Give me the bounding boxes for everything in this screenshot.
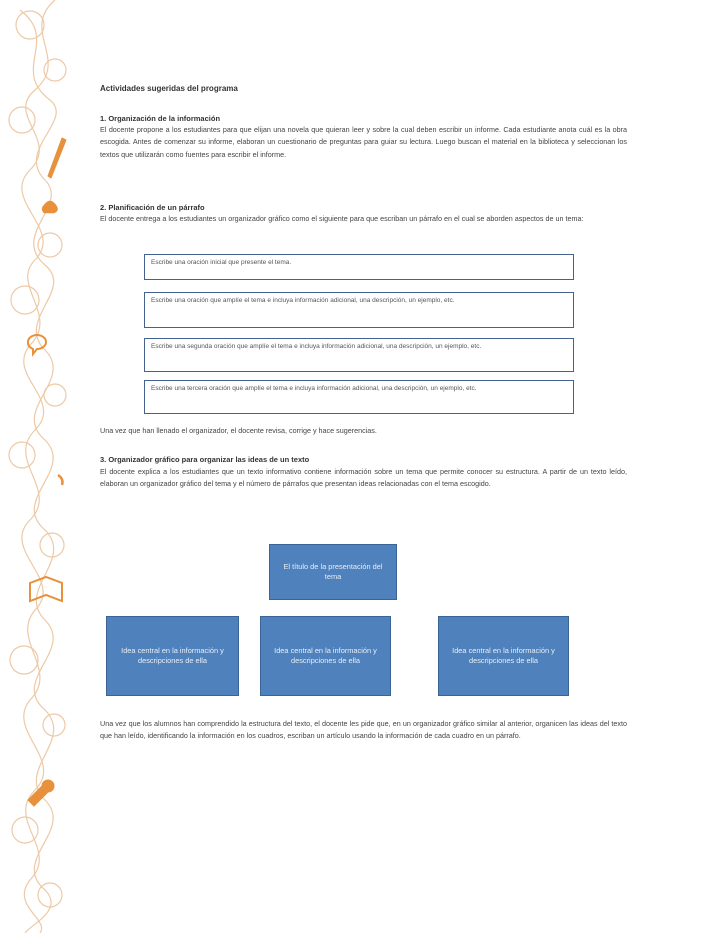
- decorative-border: [0, 0, 80, 933]
- organizer-box-4: Escribe una tercera oración que amplíe el tema e incluya información adicional, una descripción, un ejemplo, etc.: [144, 380, 574, 414]
- section1-text: El docente propone a los estudiantes para que elijan una novela que quieran leer y sobre la cual deben escribir un informe. Cada estudiante anota cuál es la obra escogida. Antes de comenzar su informe, elaboran un cuestionario de preguntas para guiar su lectura. Luego buscan el material en la biblioteca y seleccionan los textos que utilizarán como fuentes para escribir el informe.: [100, 125, 627, 159]
- organizer-box-2: Escribe una oración que amplíe el tema e incluya información adicional, una descripción, un ejemplo, etc.: [144, 292, 574, 328]
- page-title: Actividades sugeridas del programa: [100, 84, 238, 93]
- section2-text: El docente entrega a los estudiantes un organizador gráfico como el siguiente para que escriban un párrafo en el cual se aborden aspectos de un tema:: [100, 214, 584, 223]
- organizer-box-1: Escribe una oración inicial que presente el tema.: [144, 254, 574, 280]
- diagram-top-box: El título de la presentación del tema: [269, 544, 397, 600]
- diagram-box-left: Idea central en la información y descripciones de ella: [106, 616, 239, 696]
- diagram-box-right: Idea central en la información y descripciones de ella: [438, 616, 569, 696]
- section2-after: Una vez que han llenado el organizador, el docente revisa, corrige y hace sugerencias.: [100, 426, 377, 435]
- closing-text: Una vez que los alumnos han comprendido la estructura del texto, el docente les pide que, en un organizador gráfico similar al anterior, organicen las ideas del texto que han leído, identificando la información en los cuadros, escriban un artículo usando la información de cada cuadro en un párrafo.: [100, 719, 627, 741]
- section3-text: El docente explica a los estudiantes que un texto informativo contiene información sobre un tema que permite conocer su estructura. A partir de un texto leído, elaboran un organizador gráfico del tema y el número de párrafos que presentan ideas relacionadas con el tema escogido.: [100, 467, 627, 489]
- section2-heading: 2. Planificación de un párrafo: [100, 203, 205, 212]
- section1-heading: 1. Organización de la información: [100, 114, 221, 123]
- section3-heading: 3. Organizador gráfico para organizar las ideas de un texto: [100, 455, 310, 464]
- diagram-box-center: Idea central en la información y descripciones de ella: [260, 616, 391, 696]
- organizer-box-3: Escribe una segunda oración que amplíe el tema e incluya información adicional, una descripción, un ejemplo, etc.: [144, 338, 574, 372]
